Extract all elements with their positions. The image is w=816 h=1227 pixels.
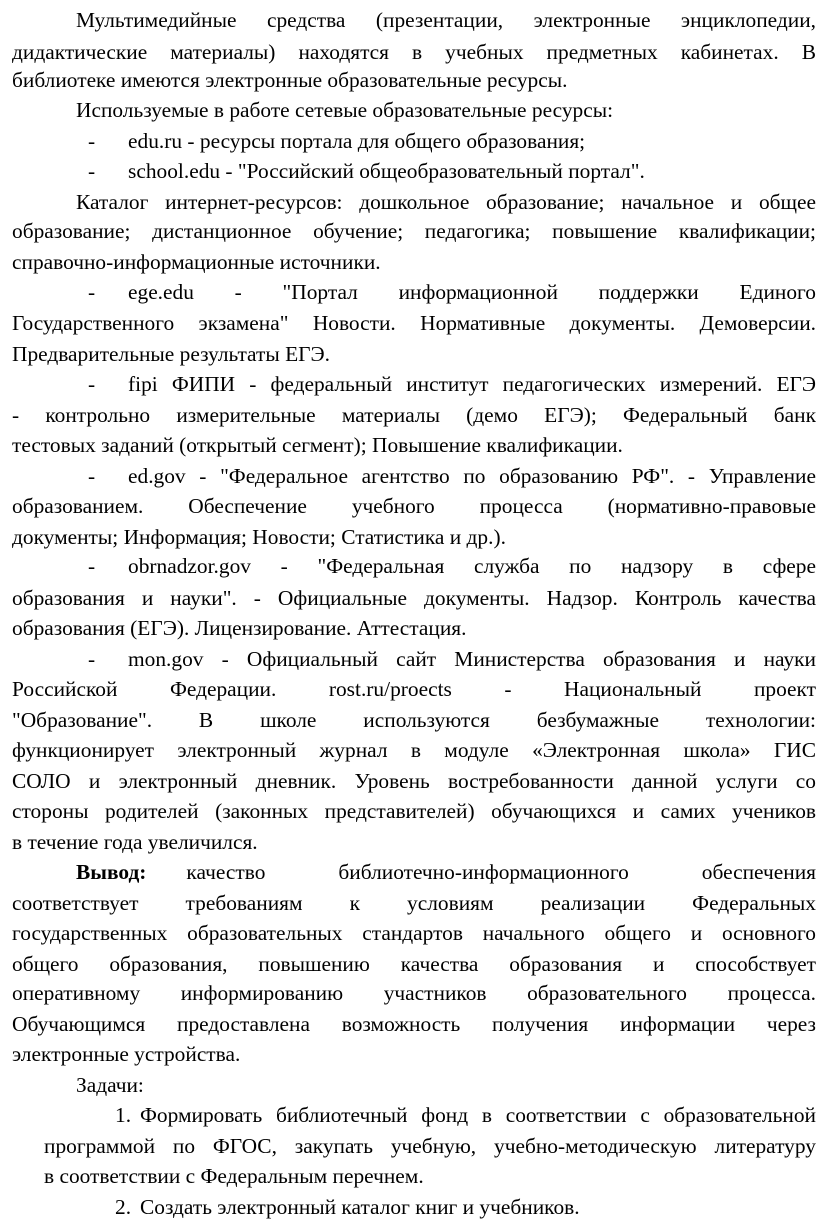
list-item-text: Формировать библиотечный фонд в соответствии с образовательной (140, 1103, 816, 1127)
text-line: СОЛО и электронный дневник. Уровень востребованности данной услуги со (12, 769, 816, 793)
text-line (12, 277, 816, 307)
text-line: - контрольно измерительные материалы (демо ЕГЭ); Федеральный банк (12, 403, 816, 427)
conclusion-label: Вывод: (76, 860, 147, 884)
list-dash: - (88, 159, 96, 183)
text-line: стороны родителей (законных представителей) обучающихся и самих учеников (12, 799, 816, 823)
text-line (12, 551, 816, 581)
list-item-text: obrnadzor.gov - "Федеральная служба по надзору в сфере (128, 554, 816, 578)
text-line: "Образование". В школе используются безбумажные технологии: (12, 708, 816, 732)
text-line: Государственного экзамена" Новости. Нормативные документы. Демоверсии. (12, 311, 816, 335)
list-dash: - (88, 647, 96, 671)
text-line: электронные устройства. (12, 1042, 241, 1066)
list-item-text: school.edu - "Российский общеобразовательный портал". (128, 159, 645, 183)
text-line: дидактические материалы) находятся в учебных предметных кабинетах. В (12, 40, 816, 64)
text-line: оперативному информированию участников образовательного процесса. (12, 981, 816, 1005)
text-line: Задачи: (76, 1073, 144, 1097)
text-line: тестовых заданий (открытый сегмент); Повышение квалификации. (12, 433, 623, 457)
text-line: соответствует требованиям к условиям реализации Федеральных (12, 891, 816, 915)
list-item-text: ed.gov - "Федеральное агентство по образованию РФ". - Управление (128, 464, 816, 488)
text-line: образования и науки". - Официальные документы. Надзор. Контроль качества (12, 586, 816, 610)
list-item-text: ege.edu - "Портал информационной поддержки Единого (128, 280, 816, 304)
list-dash: - (88, 129, 96, 153)
text-line: общего образования, повышению качества образования и способствует (12, 952, 816, 976)
text-line (12, 1192, 816, 1222)
text-line: Обучающимся предоставлена возможность получения информации через (12, 1012, 816, 1036)
text-line: государственных образовательных стандартов начального общего и основного (12, 921, 816, 945)
text-line: Предварительные результаты ЕГЭ. (12, 342, 330, 366)
text-line: документы; Информация; Новости; Статистика и др.). (12, 525, 506, 549)
text-line: Мультимедийные средства (презентации, электронные энциклопедии, (76, 8, 816, 32)
text-line (12, 369, 816, 399)
text-line: образование; дистанционное обучение; педагогика; повышение квалификации; (12, 219, 816, 243)
text-line: Каталог интернет-ресурсов: дошкольное образование; начальное и общее (76, 190, 816, 214)
list-dash: - (88, 280, 96, 304)
text-line: в течение года увеличился. (12, 830, 258, 854)
text-line: программой по ФГОС, закупать учебную, учебно-методическую литературу (44, 1134, 816, 1158)
text-line: библиотеке имеются электронные образовательные ресурсы. (12, 68, 568, 92)
list-item-text: Создать электронный каталог книг и учебников. (140, 1195, 580, 1219)
list-number: 1. (115, 1103, 132, 1127)
text-line (12, 126, 816, 156)
text-line (12, 1100, 816, 1130)
text-line: в соответствии с Федеральным перечнем. (44, 1164, 424, 1188)
text-line (12, 461, 816, 491)
list-dash: - (88, 372, 96, 396)
list-number: 2. (115, 1195, 132, 1219)
list-item-text: edu.ru - ресурсы портала для общего образования; (128, 129, 586, 153)
text-line (76, 857, 816, 887)
list-dash: - (88, 554, 96, 578)
text-line (12, 644, 816, 674)
text-line: функционирует электронный журнал в модуле «Электронная школа» ГИС (12, 738, 816, 762)
text-line: образования (ЕГЭ). Лицензирование. Аттестация. (12, 616, 467, 640)
list-item-text: mon.gov - Официальный сайт Министерства образования и науки (128, 647, 816, 671)
paragraph-text: качество библиотечно-информационного обеспечения (186, 860, 816, 884)
text-line (12, 156, 816, 186)
list-dash: - (88, 464, 96, 488)
list-item-text: fipi ФИПИ - федеральный институт педагогических измерений. ЕГЭ (128, 372, 816, 396)
text-line: образованием. Обеспечение учебного процесса (нормативно-правовые (12, 494, 816, 518)
text-line: Используемые в работе сетевые образовательные ресурсы: (76, 98, 614, 122)
text-line: справочно-информационные источники. (12, 250, 381, 274)
text-line: Российской Федерации. rost.ru/proects - Национальный проект (12, 677, 816, 701)
